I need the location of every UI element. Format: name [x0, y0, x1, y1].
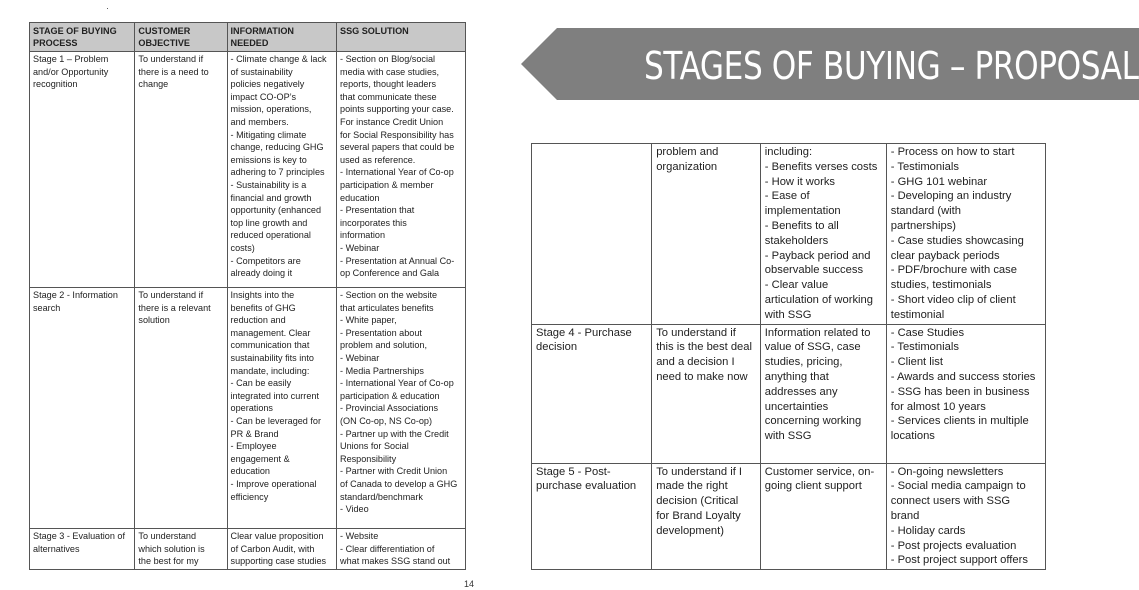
cell-text-line: - PDF/brochure with case — [890, 264, 1017, 277]
cell-text-line: locations — [890, 430, 935, 443]
cell-text-line: problem and solution, — [340, 340, 427, 351]
cell-text-line: concerning working — [764, 415, 862, 428]
cell-text-line: - Video — [340, 504, 369, 515]
objective-cell — [652, 463, 761, 570]
cell-text-line: PROCESS — [33, 38, 78, 48]
cell-text-line: articulation of working — [764, 293, 873, 306]
cell-text-line: purchase evaluation — [536, 480, 637, 493]
cell-text-line: - Website — [340, 531, 379, 541]
cell-text-line: standard/benchmark — [340, 491, 423, 502]
cell-text-line: clear payback periods — [890, 249, 1000, 262]
cell-text-line: - Ease of — [764, 190, 810, 203]
cell-text-line: education — [230, 466, 270, 477]
page-number: 14 — [464, 579, 475, 589]
cell-text-line: Stage 1 – Problem — [33, 54, 109, 64]
stage-cell — [30, 52, 135, 288]
cell-text-line: efficiency — [230, 491, 269, 502]
cell-text-line: addresses any — [764, 385, 838, 398]
cell-text-line: - Mitigating climate — [230, 129, 307, 140]
left-header-solution — [337, 23, 466, 52]
cell-text-line: Unions for Social — [340, 441, 409, 452]
cell-text-line: - Section on the website — [340, 290, 438, 300]
cell-text-line: policies negatively — [230, 79, 305, 90]
cell-text-line: observable success — [764, 264, 864, 277]
cell-text-line: Responsibility — [340, 453, 397, 464]
cell-text-line: op Conference and Gala — [340, 268, 440, 279]
cell-text-line: organization — [656, 160, 718, 173]
cell-text-line: testimonial — [890, 308, 945, 321]
left-header-objective — [135, 23, 227, 52]
cell-text-line: - Benefits verses costs — [764, 160, 878, 173]
cell-text-line: studies, pricing, — [764, 356, 843, 369]
cell-text-line: - How it works — [764, 175, 836, 188]
solution-cell — [886, 144, 1045, 325]
left-header-information — [227, 23, 337, 52]
cell-text-line: mandate, including: — [230, 365, 310, 376]
cell-text-line: financial and growth — [230, 192, 312, 203]
cell-text-line: anything that — [764, 370, 829, 383]
cell-text-line: change, reducing GHG — [230, 142, 324, 153]
cell-text-line: - Media Partnerships — [340, 365, 424, 376]
cell-text-line: the best for my — [138, 556, 199, 567]
cell-text-line: - Presentation that — [340, 205, 415, 216]
cell-text-line: To understand if — [656, 326, 736, 339]
objective-cell — [652, 324, 761, 463]
cell-text-line: - International Year of Co-op — [340, 167, 454, 178]
cell-text-line: participation & education — [340, 390, 440, 401]
cell-text-line: including: — [764, 146, 813, 158]
information-cell — [227, 52, 337, 288]
cell-text-line: INFORMATION — [230, 26, 294, 36]
cell-text-line: - Clear differentiation of — [340, 543, 435, 554]
cell-text-line: of Carbon Audit, with — [230, 543, 315, 554]
cell-text-line: - Payback period and — [764, 249, 871, 262]
cell-text-line: for Brand Loyalty — [656, 509, 741, 522]
cell-text-line: several papers that could be — [340, 142, 455, 153]
cell-text-line: that communicate these — [340, 91, 437, 102]
table-row — [30, 52, 466, 288]
cell-text-line: there is a relevant — [138, 302, 211, 313]
stage-cell — [30, 529, 135, 570]
cell-text-line: value of SSG, case — [764, 341, 861, 354]
cell-text-line: education — [340, 192, 380, 203]
right-buying-stages-table — [531, 143, 1046, 570]
cell-text-line: management. Clear — [230, 327, 311, 338]
cell-text-line: need to make now — [656, 370, 748, 383]
cell-text-line: sustainability fits into — [230, 352, 314, 363]
cell-text-line: information — [340, 230, 386, 241]
cell-text-line: emissions is key to — [230, 154, 307, 165]
cell-text-line: - Holiday cards — [890, 524, 966, 537]
cell-text-line: benefits of GHG — [230, 302, 296, 313]
cell-text-line: NEEDED — [230, 38, 269, 48]
cell-text-line: there is a need to — [138, 66, 209, 77]
cell-text-line: studies, testimonials — [890, 279, 992, 292]
information-cell — [227, 288, 337, 529]
cell-text-line: implementation — [764, 205, 841, 218]
cell-text-line: communication that — [230, 340, 310, 351]
cell-text-line: - Climate change & lack — [230, 54, 327, 64]
cell-text-line: uncertainties — [764, 400, 829, 413]
cell-text-line: Customer service, on- — [764, 465, 875, 478]
objective-cell — [652, 144, 761, 325]
cell-text-line: To understand if — [138, 54, 204, 64]
cell-text-line: mission, operations, — [230, 104, 312, 115]
cell-text-line: decision — [536, 341, 578, 354]
cell-text-line: impact CO-OP’s — [230, 91, 297, 102]
cell-text-line: integrated into current — [230, 390, 319, 401]
cell-text-line: - Services clients in multiple — [890, 415, 1029, 428]
information-cell — [227, 529, 337, 570]
banner-title: STAGES OF BUYING – PROPOSAL — [644, 44, 1139, 88]
cell-text-line: connect users with SSG — [890, 495, 1011, 508]
cell-text-line: opportunity (enhanced — [230, 205, 322, 216]
cell-text-line: STAGE OF BUYING — [33, 26, 117, 36]
cell-text-line: - Partner with Credit Union — [340, 466, 448, 477]
cell-text-line: used as reference. — [340, 154, 416, 165]
cell-text-line: - Developing an industry — [890, 190, 1012, 203]
cell-text-line: that articulates benefits — [340, 302, 434, 313]
information-cell — [760, 324, 886, 463]
stage-cell — [532, 463, 652, 570]
cell-text-line: Stage 3 - Evaluation of — [33, 531, 126, 541]
cell-text-line: SSG SOLUTION — [340, 26, 409, 36]
cell-text-line: Stage 4 - Purchase — [536, 326, 632, 339]
cell-text-line: - Employee — [230, 441, 277, 452]
solution-cell — [337, 288, 466, 529]
cell-text-line: - Case studies showcasing — [890, 234, 1024, 247]
cell-text-line: alternatives — [33, 543, 80, 554]
cell-text-line: To understand if — [138, 290, 204, 300]
decorative-dot: · — [106, 3, 109, 13]
cell-text-line: solution — [138, 315, 170, 326]
cell-text-line: reduction and — [230, 315, 286, 326]
cell-text-line: For instance Credit Union — [340, 116, 444, 127]
cell-text-line: partnerships) — [890, 219, 957, 232]
cell-text-line: Stage 2 - Information — [33, 290, 118, 300]
cell-text-line: - Competitors are — [230, 255, 301, 266]
cell-text-line: - Post projects evaluation — [890, 539, 1017, 552]
objective-cell — [135, 529, 227, 570]
cell-text-line: Information related to — [764, 326, 871, 339]
stage-cell — [532, 324, 652, 463]
cell-text-line: and/or Opportunity — [33, 66, 109, 77]
cell-text-line: - Improve operational — [230, 478, 317, 489]
cell-text-line: - Presentation about — [340, 327, 422, 338]
table-row — [30, 288, 466, 529]
cell-text-line: for almost 10 years — [890, 400, 986, 413]
cell-text-line: points supporting your case. — [340, 104, 454, 115]
table-row — [30, 529, 466, 570]
cell-text-line: supporting case studies — [230, 556, 327, 567]
cell-text-line: engagement & — [230, 453, 290, 464]
stage-cell — [30, 288, 135, 529]
cell-text-line: made the right — [656, 480, 728, 493]
cell-text-line: top line growth and — [230, 217, 308, 228]
cell-text-line: Clear value proposition — [230, 531, 324, 541]
cell-text-line: reports, thought leaders — [340, 79, 437, 90]
cell-text-line: (ON Co-op, NS Co-op) — [340, 415, 432, 426]
cell-text-line: PR & Brand — [230, 428, 279, 439]
cell-text-line: costs) — [230, 242, 255, 253]
cell-text-line: what makes SSG stand out — [340, 556, 451, 567]
cell-text-line: To understand — [138, 531, 197, 541]
cell-text-line: To understand if I — [656, 465, 743, 478]
cell-text-line: - Sustainability is a — [230, 179, 307, 190]
cell-text-line: - Benefits to all — [764, 219, 839, 232]
cell-text-line: - SSG has been in business — [890, 385, 1030, 398]
cell-text-line: - Presentation at Annual Co- — [340, 255, 455, 266]
cell-text-line: media with case studies, — [340, 66, 440, 77]
stage-cell — [532, 144, 652, 325]
cell-text-line: - Post project support offers — [890, 554, 1028, 567]
cell-text-line: of sustainability — [230, 66, 293, 77]
cell-text-line: search — [33, 302, 61, 313]
information-cell — [760, 144, 886, 325]
solution-cell — [337, 529, 466, 570]
cell-text-line: - Process on how to start — [890, 146, 1015, 158]
cell-text-line: going client support — [764, 480, 862, 493]
cell-text-line: problem and — [656, 146, 719, 158]
cell-text-line: with SSG — [764, 308, 812, 321]
cell-text-line: incorporates this — [340, 217, 407, 228]
cell-text-line: - Can be leveraged for — [230, 415, 322, 426]
cell-text-line: - International Year of Co-op — [340, 378, 454, 389]
cell-text-line: - White paper, — [340, 315, 397, 326]
cell-text-line: Stage 5 - Post- — [536, 465, 611, 478]
cell-text-line: operations — [230, 403, 273, 414]
cell-text-line: and a decision I — [656, 356, 735, 369]
table-row — [532, 324, 1046, 463]
cell-text-line: - Webinar — [340, 352, 380, 363]
solution-cell — [886, 463, 1045, 570]
cell-text-line: decision (Critical — [656, 495, 739, 508]
cell-text-line: of Canada to develop a GHG — [340, 478, 458, 489]
cell-text-line: - Clear value — [764, 279, 829, 292]
cell-text-line: - Section on Blog/social — [340, 54, 436, 64]
cell-text-line: - Can be easily — [230, 378, 292, 389]
cell-text-line: reduced operational — [230, 230, 311, 241]
cell-text-line: change — [138, 79, 169, 90]
cell-text-line: for Social Responsibility has — [340, 129, 454, 140]
cell-text-line: development) — [656, 524, 724, 537]
cell-text-line: which solution is — [138, 543, 205, 554]
solution-cell — [886, 324, 1045, 463]
cell-text-line: adhering to 7 principles — [230, 167, 325, 178]
cell-text-line: with SSG — [764, 430, 812, 443]
cell-text-line: - Testimonials — [890, 341, 959, 354]
left-table-header-row — [30, 23, 466, 52]
left-buying-stages-table — [29, 22, 466, 570]
cell-text-line: stakeholders — [764, 234, 829, 247]
cell-text-line: OBJECTIVE — [138, 38, 190, 48]
cell-text-line: participation & member — [340, 179, 434, 190]
information-cell — [760, 463, 886, 570]
cell-text-line: Insights into the — [230, 290, 295, 300]
cell-text-line: - On-going newsletters — [890, 465, 1004, 478]
cell-text-line: - Webinar — [340, 242, 380, 253]
cell-text-line: brand — [890, 509, 920, 522]
cell-text-line: - Short video clip of client — [890, 293, 1016, 306]
cell-text-line: - Partner up with the Credit — [340, 428, 449, 439]
objective-cell — [135, 52, 227, 288]
cell-text-line: - GHG 101 webinar — [890, 175, 988, 188]
cell-text-line: and members. — [230, 116, 289, 127]
cell-text-line: - Social media campaign to — [890, 480, 1026, 493]
cell-text-line: recognition — [33, 79, 78, 90]
cell-text-line: CUSTOMER — [138, 26, 191, 36]
cell-text-line: - Case Studies — [890, 326, 965, 339]
objective-cell — [135, 288, 227, 529]
cell-text-line: - Awards and success stories — [890, 370, 1036, 383]
cell-text-line: - Testimonials — [890, 160, 959, 173]
cell-text-line: - Provincial Associations — [340, 403, 439, 414]
cell-text-line: already doing it — [230, 268, 293, 279]
cell-text-line: standard (with — [890, 205, 962, 218]
solution-cell — [337, 52, 466, 288]
table-row — [532, 463, 1046, 570]
table-row — [532, 144, 1046, 325]
cell-text-line: this is the best deal — [656, 341, 752, 354]
cell-text-line: - Client list — [890, 356, 943, 369]
left-header-stage — [30, 23, 135, 52]
